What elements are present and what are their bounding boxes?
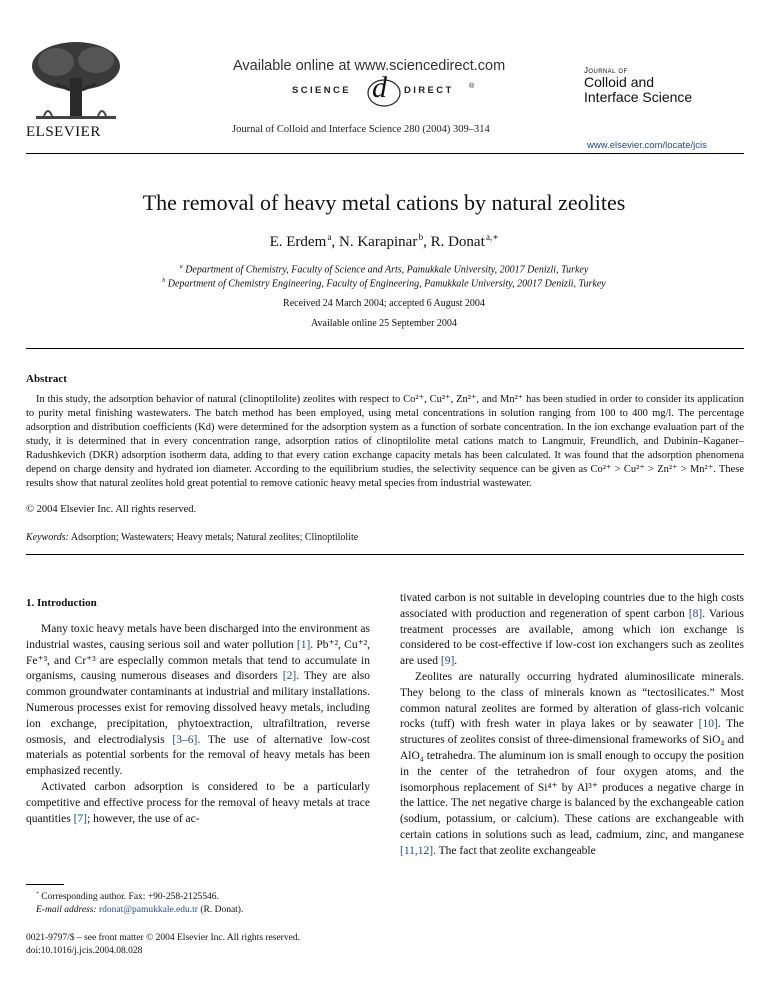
keywords [26,532,358,543]
citation-link[interactable]: [1] [296,638,311,651]
citation-link[interactable]: [3–6] [172,733,198,746]
footnote-rule [26,884,64,885]
author-affil-mark: a,∗ [486,232,499,242]
journal-name-line2: Interface Science [584,89,693,105]
issn-line: 0021-9797/$ – see front matter © 2004 Elsevier Inc. All rights reserved. [26,933,300,943]
doi-line: doi:10.1016/j.jcis.2004.08.028 [26,946,143,956]
journal-name-line1: Colloid and [584,74,655,90]
citation-link[interactable]: [9] [440,655,455,668]
body-paragraph: Zeolites are naturally occurring hydrated aluminosilicate minerals. They belong to the class of minerals known as “tectosilicates.” Most common natural zeolites are formed by alteration of glass-rich volcanic rocks (tuff) with fresh water in playa lakes or by seawater [10]. The structures of zeolites consist of three-dimensional frameworks of SiO₄ and AlO₄ tetrahedra. The aluminum ion is small enough to occupy the position in the center of the tetrahedron of four oxygen atoms, and the isomorphous replacement of Si⁴⁺ by Al³⁺ produces a negative charge in the lattice. The net negative charge is balanced by the exchangeable cation (sodium, potassium, or calcium). These cations are exchangeable with certain cations in solutions such as lead, cadmium, zinc, and manganese [11,12]. The fact that zeolite exchangeable [400,670,745,857]
abstract-text: In this study, the adsorption behavior of natural (clinoptilolite) zeolites with respect to Co²⁺, Cu²⁺, Zn²⁺, and Mn²⁺ has been studied in order to consider its application to purity metal finishing wastewaters. The batch method has been employed, using metal concentrations in solution ranging from 100 to 400 mg/l. The percentage adsorption and distribution coefficients (Kd) were determined for the adsorption system as a function of sorbate concentration. In the ion exchange evaluation part of the study, it is determined that in every concentration range, adsorption ratios of clinoptilolite metal cations match to Langmuir, Freundlich, and Dubinin–Kaganer–Radushkevich (DKR) adsorption isotherm data, adding to that every cation exchange capacity metals has been calculated. It was found that the adsorption phenomena depend on charge density and hydrated ion diameter. According to the equilibrium studies, the selectivity sequence can be given as Co²⁺ > Cu²⁺ > Zn²⁺ > Mn²⁺. These results show that natural zeolites hold great potential to remove cationic heavy metal species from industrial wastewater. [26,394,744,489]
elsevier-tree-logo [26,40,126,132]
received-date: Received 24 March 2004; accepted 6 August 2004 [283,298,485,309]
affiliation-a [0,264,768,275]
email-suffix: (R. Donat). [200,905,244,916]
science-word: SCIENCE [292,85,352,96]
keywords-label: Keywords: [26,532,69,543]
body-paragraph: tivated carbon is not suitable in developing countries due to the high costs associated with production and regeneration of spent carbon [8]. Various treatment processes are available, among which ion exchange is considered to be cost-effective if low-cost ion exchangers such as zeolites are used [9]. [400,592,744,668]
science-direct-circle-icon [366,75,402,109]
email-link[interactable]: rdonat@pamukkale.edu.tr [98,905,198,916]
header-rule [26,153,744,154]
direct-word: DIRECT [404,85,454,96]
author-name: N. Karapinar [339,234,418,250]
affiliation-text: Department of Chemistry Engineering, Faculty of Engineering, Pamukkale University, 20017 Denizli, Turkey [167,278,606,290]
affiliation-b [0,278,768,289]
citation-link[interactable]: [11,12] [400,844,434,857]
author-affil-mark: b [418,232,424,242]
abstract-copyright: © 2004 Elsevier Inc. All rights reserved. [26,504,197,515]
author-name: E. Erdem [269,234,327,250]
body-paragraph: Many toxic heavy metals have been discharged into the environment as industrial wastes, causing serious soil and water pollution [1]. Pb⁺², Cu⁺², Fe⁺³, and Cr⁺³ are especially common metals that tend to accumulate in organisms, causing numerous diseases and disorders [2]. They are also common groundwater contaminants at industrial and military installations. Numerous processes exist for removing dissolved heavy metals, including ion exchange, precipitation, phytoextraction, ultrafiltration, reverse osmosis, and electrodialysis [3–6]. The use of alternative low-cost materials as potential sorbents for the removal of heavy metals has been emphasized recently. [26,623,371,778]
available-online-banner[interactable]: Available online at www.sciencedirect.com [233,58,506,74]
author-affil-mark: a [327,232,332,242]
affiliation-mark: b [162,278,166,284]
body-paragraph: Activated carbon adsorption is considered to be a particularly competitive and effective process for the removal of heavy metals at trace quantities [7]; however, the use of ac- [26,780,370,825]
available-date: Available online 25 September 2004 [311,318,457,329]
science-direct-logo [292,71,478,109]
abstract-top-rule [26,348,744,349]
email-label: E-mail address: [36,905,97,916]
affiliation-mark: a [179,264,183,270]
citation-link[interactable]: [2] [282,670,297,683]
abstract-heading: Abstract [26,373,67,385]
citation-link[interactable]: [8] [688,607,703,620]
corresponding-author-footnote [26,888,380,917]
abstract-bottom-rule [26,554,744,555]
journal-logo [584,66,692,105]
paper-title: The removal of heavy metal cations by natural zeolites [142,190,626,215]
journal-of-label: Journal of [584,66,628,75]
keywords-text: Adsorption; Wastewaters; Heavy metals; Natural zeolites; Clinoptilolite [70,532,359,543]
section-heading: 1. Introduction [26,597,97,609]
front-matter [26,932,300,958]
publisher-name: ELSEVIER [26,124,101,140]
author-list: E. Erdem $^a$, N. Karapinar $^b$, R. Donat $^{a,∗}$ [269,232,499,250]
affiliation-text: Department of Chemistry, Faculty of Science and Arts, Pamukkale University, 20017 Denizli, Turkey [185,264,589,276]
journal-citation: Journal of Colloid and Interface Science 280 (2004) 309–314 [232,124,490,135]
footnote-mark: * [36,891,39,897]
footnote-line: Corresponding author. Fax: +90-258-2125546. [41,892,219,903]
journal-url-link[interactable]: www.elsevier.com/locate/jcis [587,140,707,151]
citation-link[interactable]: [7] [73,812,88,825]
author-name: R. Donat [430,234,485,250]
citation-link[interactable]: [10] [698,718,718,731]
body-column-right [400,591,744,860]
trademark-symbol: ® [469,83,475,90]
science-direct-mark: d [372,71,387,104]
body-column-left [26,622,370,827]
